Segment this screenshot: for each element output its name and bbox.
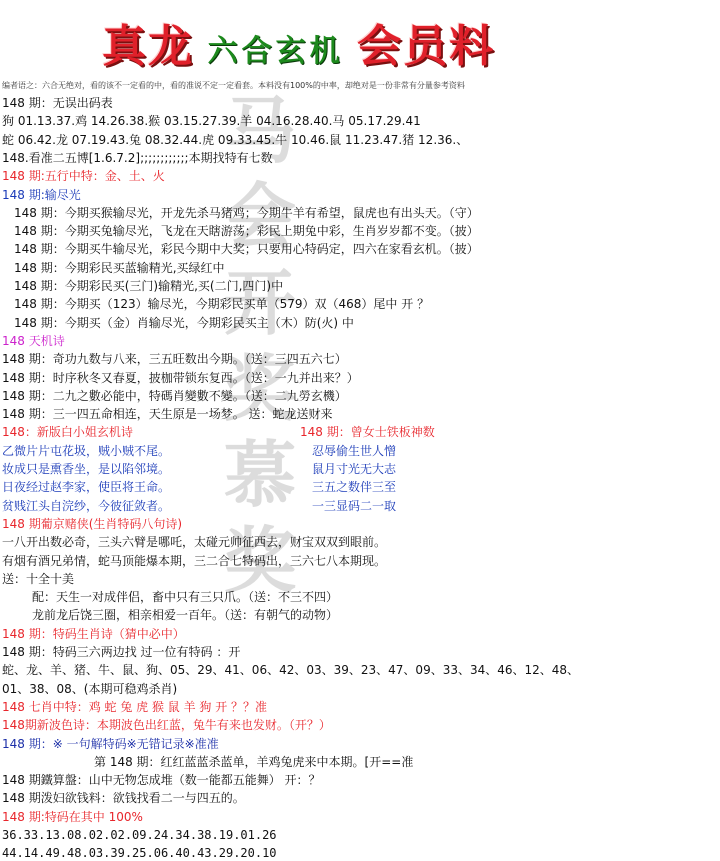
content-line: 第 148 期：红红蓝蓝杀蓝单，羊鸡兔虎来中本期。[开==准	[94, 754, 414, 769]
content-line: 蛇、龙、羊、猪、牛、鼠、狗、05、29、41、06、42、03、39、23、47、09、33、34、46、12、48、	[2, 663, 580, 678]
content-line: 148 期：今期买猴输尽光，开龙先杀马猪鸡；今期牛羊有希望，鼠虎也有出头天。（守）	[14, 205, 479, 220]
content-line: 148.看准二五博[1.6.7.2];;;;;;;;;;;;本期找特有七数	[2, 150, 273, 165]
banner-title-right: 会员料	[357, 21, 496, 72]
content-line: 148 期：※ 一句解特码※无错记录※准准	[2, 736, 219, 751]
content-line: 148 期：今期买兔输尽光，飞龙在天瞎游荡；彩民上期兔中彩，生肖岁岁都不变。（披）	[14, 224, 479, 239]
content-line: 148 期：三一四五命相连，天生原是一场梦。 送：蛇龙送财来	[2, 407, 333, 422]
content-line: 148 天机诗	[2, 333, 65, 348]
content-line: 有烟有酒兄弟情，蛇马顶能爆本期，三二合七特码出，三六七八本期现。	[2, 553, 387, 568]
left-column-line: 乙微片片屯花圾，贼小贼不尾。	[2, 443, 171, 458]
content-line: 148 期：时序秋冬又春夏，披枷带锁东复西。（送：一九并出来？）	[2, 370, 359, 385]
watermark-text: 马会开奖慕奖	[223, 88, 296, 603]
left-column-line: 妆成只是熏香坐，是以陷邻境。	[2, 462, 171, 476]
content-line: 148 期:五行中特：金、土、火	[2, 169, 165, 184]
content-line: 44.14.49.48.03.39.25.06.40.43.29.20.10	[2, 846, 277, 861]
content-line: 148 七肖中特：鸡 蛇 兔 虎 猴 鼠 羊 狗 开 ？？准	[2, 699, 268, 714]
content-line: 148 期：特码三六两边找 过一位有特码 ：开	[2, 645, 241, 659]
content-line: 送：十全十美	[2, 571, 75, 586]
content-line: 一八开出数必奇，三头六臂是哪吒，太碰元帅征西去，财宝双双到眼前。	[2, 535, 387, 550]
left-column-line: 贫贱江头自浣纱，今彼征敛者。	[2, 498, 171, 513]
content-line: 148 期：无误出码表	[2, 96, 113, 110]
content-line: 148 期：今期买（金）肖输尽光，今期彩民买主（木）防(火) 中	[14, 315, 354, 330]
disclaimer: 编者语之：六合无绝对，看的该不一定看的中，看的准说不定一定看套。本料没有100%的中率，却绝对是一份非常有分量参考资料	[2, 81, 465, 90]
content-line: 148 期葡京赌侠(生肖特码八句诗)	[2, 516, 183, 531]
content-line: 148 期：二九之數必能中，特碼肖變數不變。（送：二九勞玄機）	[2, 388, 347, 403]
left-column-line: 日夜经过赵李家，使臣将王命。	[2, 480, 171, 495]
right-column-line: 一三显码二一取	[312, 498, 397, 513]
content-line: 148 期：今期彩民买蓝输精光,买绿红中	[14, 260, 225, 275]
content-line: 148 期泼妇欲钱料：欲钱找看二一与四五的。	[2, 791, 245, 806]
content-line: 148 期：奇功九数与八来，三五旺数出今期。（送：三四五六七）	[2, 352, 347, 367]
banner-title-left: 真龙	[102, 21, 194, 72]
content-line: 148期新波色诗：本期波色出红蓝，兔牛有来也发财。（开？）	[2, 718, 331, 733]
right-column-line: 忍辱偷生世人憎	[312, 443, 397, 458]
content-line: 36.33.13.08.02.02.09.24.34.38.19.01.26	[2, 828, 277, 842]
right-column-title: 148 期：曾女士铁板神数	[300, 425, 435, 440]
right-column-line: 鼠月寸光无大志	[312, 462, 397, 476]
left-column-title: 148：新版白小姐玄机诗	[2, 425, 133, 440]
content-line: 148 期：特码生肖诗（猜中必中）	[2, 626, 185, 641]
content-line: 蛇 06.42.龙 07.19.43.兔 08.32.44.虎 09.33.45.牛 10.46.鼠 11.23.47.猪 12.36.、	[2, 132, 469, 147]
right-column-line: 三五之数伴三至	[312, 480, 397, 495]
content-line: 狗 01.13.37.鸡 14.26.38.猴 03.15.27.39.羊 04.16.28.40.马 05.17.29.41	[2, 114, 421, 129]
content-line: 148 期鐵算盤：山中无物怎成堆（数一能都五能舞） 开：？	[2, 773, 321, 788]
banner-title-middle: 六合玄机	[207, 34, 344, 69]
content-line: 148 期：今期买（123）输尽光，今期彩民买单（579）双（468）尾中 开 ？	[14, 297, 430, 312]
content-line: 148 期：今期彩民买(三门)输精光,买(二门,四门)中	[14, 279, 284, 293]
content-line: 148 期:特码在其中 100%	[2, 809, 143, 824]
content-line: 148 期:输尽光	[2, 187, 81, 202]
content-line: 龙前龙后饶三圈，相亲相爱一百年。（送：有朝气的动物）	[32, 608, 339, 623]
content-line: 01、38、08、(本期可稳鸡杀肖)	[2, 681, 178, 696]
content-line: 配：天生一对成伴侣，畜中只有三只爪。（送：不三不四）	[32, 590, 339, 605]
content-line: 148 期：今期买牛输尽光，彩民今期中大奖；只要用心特码定，四六在家看玄机。（披）	[14, 242, 479, 257]
